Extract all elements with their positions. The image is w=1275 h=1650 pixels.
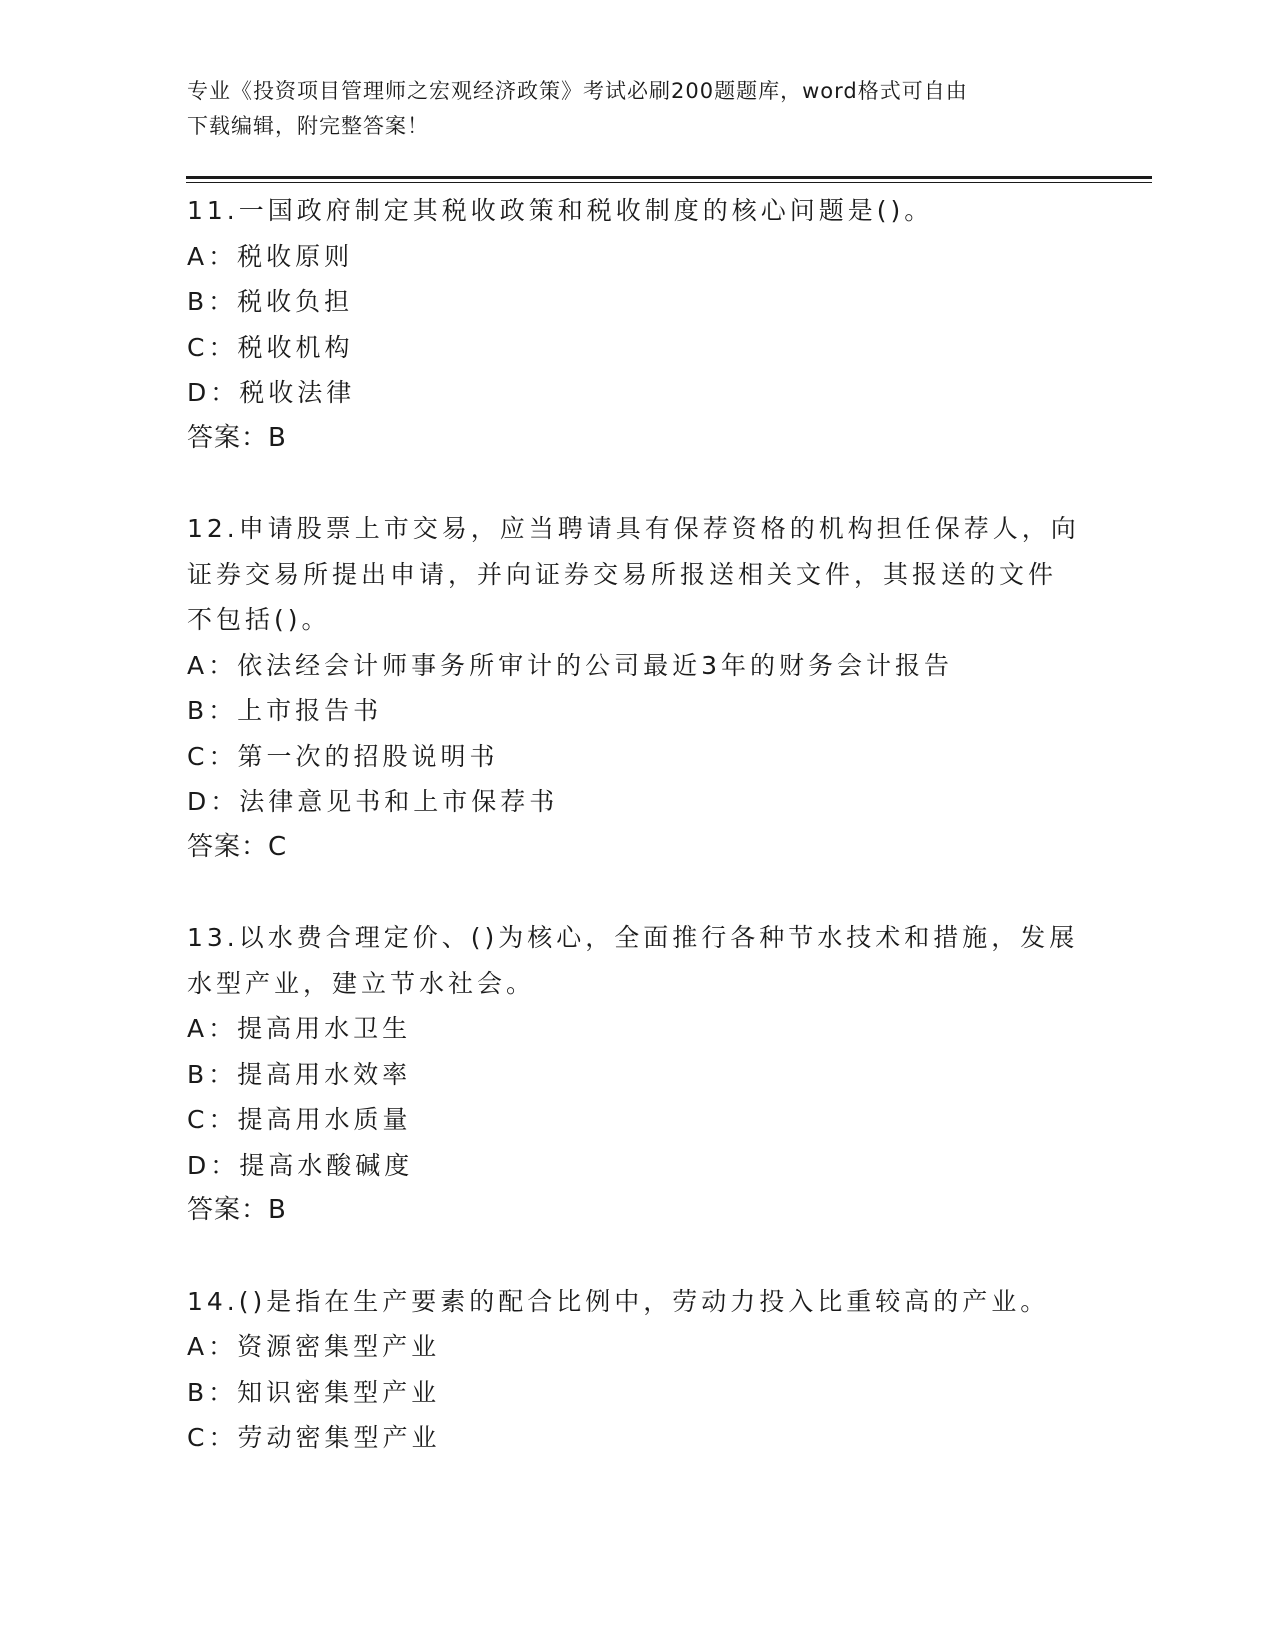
option-c: C：劳动密集型产业 <box>187 1423 441 1452</box>
answer-line <box>187 825 1087 871</box>
header-line-2: 下载编辑，附完整答案！ <box>187 114 429 138</box>
option-b: B：税收负担 <box>187 287 354 316</box>
answer-line <box>187 1188 1087 1234</box>
option-d: D：提高水酸碱度 <box>187 1150 414 1180</box>
option-b: B：提高用水效率 <box>187 1059 412 1089</box>
option-a: A：提高用水卫生 <box>187 1014 412 1043</box>
question-14 <box>187 1279 1087 1461</box>
header-divider-thick <box>186 176 1152 179</box>
option-c: C：提高用水质量 <box>187 1105 412 1134</box>
answer-line <box>187 416 1087 462</box>
question-stem: 11.一国政府制定其税收政策和税收制度的核心问题是()。 <box>187 196 934 225</box>
question-stem: 证券交易所提出申请，并向证券交易所报送相关文件，其报送的文件 <box>187 559 1058 589</box>
answer-value: B <box>268 422 287 453</box>
option-d: D：法律意见书和上市保荐书 <box>187 787 559 816</box>
header-line-1: 专业《投资项目管理师之宏观经济政策》考试必刷200题题库，word格式可自由 <box>187 79 968 103</box>
option-b: B：知识密集型产业 <box>187 1377 441 1407</box>
header-divider-thin <box>186 182 1152 183</box>
question-list <box>187 188 1087 1461</box>
question-stem: 12.申请股票上市交易，应当聘请具有保荐资格的机构担任保荐人，向 <box>187 514 1080 543</box>
question-13 <box>187 915 1087 1234</box>
answer-label: 答案： <box>187 1195 269 1225</box>
question-stem: 水型产业，建立节水社会。 <box>187 968 536 998</box>
answer-value: C <box>268 831 288 862</box>
question-stem: 14.()是指在生产要素的配合比例中，劳动力投入比重较高的产业。 <box>187 1286 1050 1316</box>
option-a: A：依法经会计师事务所审计的公司最近3年的财务会计报告 <box>187 650 954 680</box>
question-stem: 13.以水费合理定价、()为核心，全面推行各种节水技术和措施，发展 <box>187 923 1079 952</box>
option-a: A：资源密集型产业 <box>187 1332 441 1361</box>
answer-label: 答案： <box>187 831 269 862</box>
option-d: D：税收法律 <box>187 378 356 407</box>
option-a: A：税收原则 <box>187 241 354 271</box>
answer-value: B <box>268 1195 287 1225</box>
question-stem: 不包括()。 <box>187 605 331 634</box>
option-c: C：第一次的招股说明书 <box>187 741 499 771</box>
option-b: B：上市报告书 <box>187 696 383 725</box>
question-11 <box>187 188 1087 461</box>
question-12 <box>187 506 1087 870</box>
option-c: C：税收机构 <box>187 332 354 362</box>
document-header <box>187 74 1067 144</box>
answer-label: 答案： <box>187 422 269 453</box>
